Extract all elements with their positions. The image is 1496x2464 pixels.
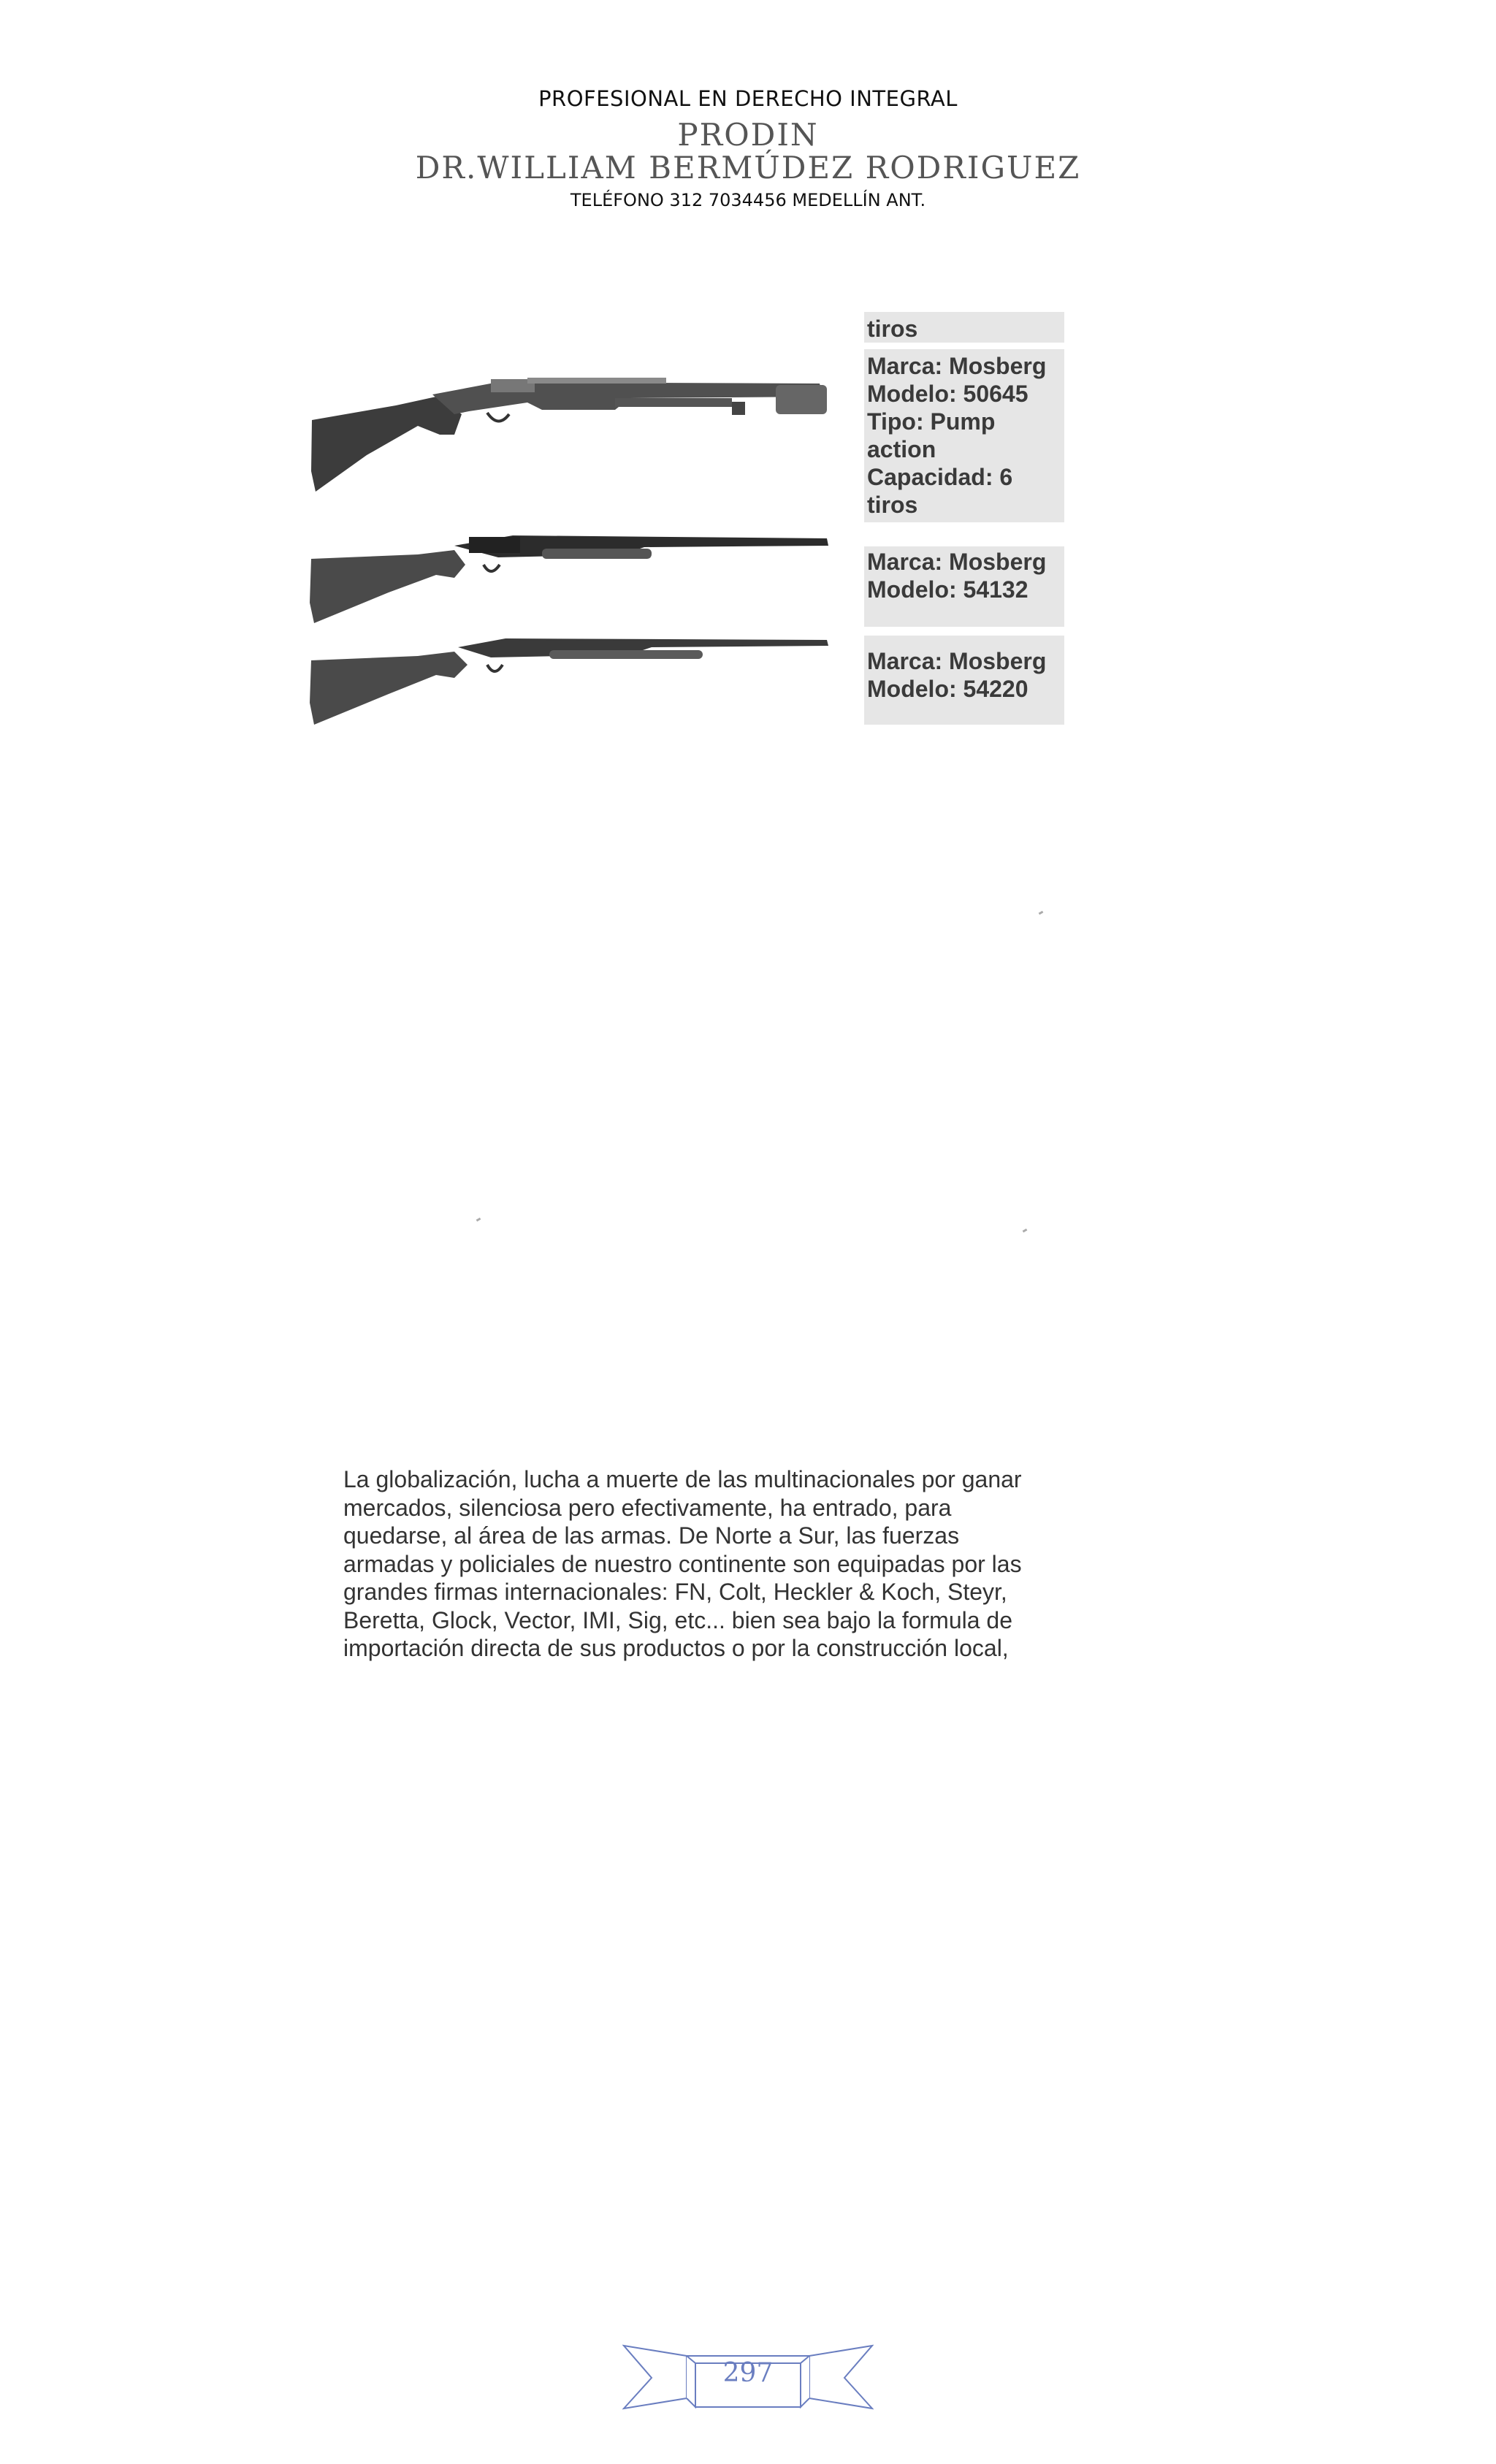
header-line-1: PROFESIONAL EN DERECHO INTEGRAL <box>538 86 958 111</box>
spec-line: tiros <box>867 492 918 518</box>
header-line-3: DR.WILLIAM BERMÚDEZ RODRIGUEZ <box>415 150 1081 186</box>
spec-line: Marca: Mosberg <box>867 648 1047 674</box>
scan-speck <box>1039 911 1044 915</box>
header-line-2: PRODIN <box>677 117 819 153</box>
spec-line: tiros <box>867 316 918 342</box>
spec-box-1 <box>864 349 1064 522</box>
header-line-4: TELÉFONO 312 7034456 MEDELLÍN ANT. <box>570 190 926 210</box>
shotgun-image-2 <box>308 530 834 628</box>
paragraph-line: importación directa de sus productos o por la construcción local, <box>343 1635 1009 1661</box>
spec-line: Tipo: Pump <box>867 408 996 435</box>
paragraph-line: Beretta, Glock, Vector, IMI, Sig, etc... bien sea bajo la formula de <box>343 1606 1013 1633</box>
spec-line: Modelo: 54132 <box>867 576 1028 603</box>
paragraph-line: mercados, silenciosa pero efectivamente, ha entrado, para <box>343 1494 952 1521</box>
paragraph-line: quedarse, al área de las armas. De Norte a Sur, las fuerzas <box>343 1522 960 1549</box>
spec-line: action <box>867 436 936 462</box>
spec-box-3 <box>864 636 1064 725</box>
paragraph-line: armadas y policiales de nuestro continente son equipadas por las <box>343 1550 1022 1577</box>
spec-line: Modelo: 50645 <box>867 381 1028 407</box>
spec-box-0 <box>864 312 1064 343</box>
spec-line: Marca: Mosberg <box>867 549 1047 575</box>
spec-line: Modelo: 54220 <box>867 676 1028 702</box>
spec-box-2 <box>864 546 1064 627</box>
paragraph-line: La globalización, lucha a muerte de las multinacionales por ganar <box>343 1466 1022 1492</box>
paragraph-line: grandes firmas internacionales: FN, Colt, Heckler & Koch, Steyr, <box>343 1579 1007 1605</box>
shotgun-image-3 <box>308 636 834 727</box>
scan-speck <box>1023 1229 1028 1233</box>
shotgun-image-1 <box>308 369 834 497</box>
scan-speck <box>476 1218 481 1222</box>
spec-line: Marca: Mosberg <box>867 353 1047 379</box>
page-number: 297 <box>722 2358 774 2388</box>
body-paragraph <box>343 1465 1074 1663</box>
spec-line: Capacidad: 6 <box>867 464 1013 490</box>
